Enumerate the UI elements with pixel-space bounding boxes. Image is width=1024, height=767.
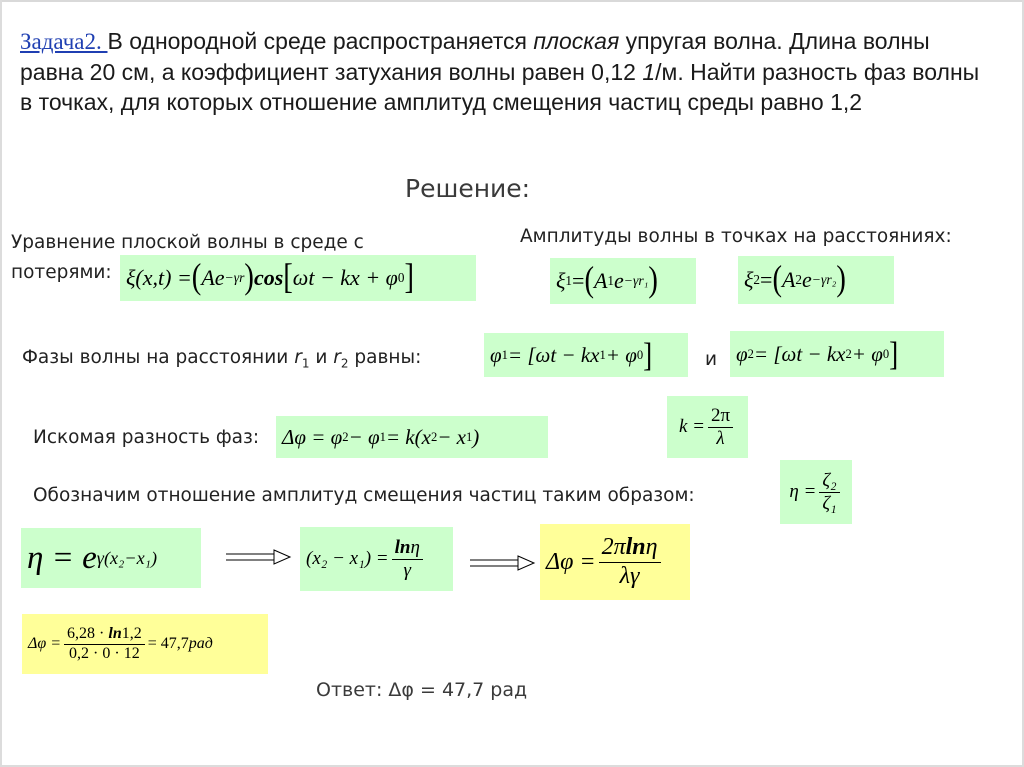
dphi-formula-lhs: Δφ =	[546, 548, 596, 575]
arrow-right-icon	[226, 549, 292, 565]
xi1-e: e	[614, 268, 624, 293]
r2-sub: 2	[340, 356, 349, 371]
xi1-eq: =	[572, 268, 585, 293]
phi1-tail-sub: 0	[636, 347, 644, 362]
phi2-sym: φ	[736, 341, 748, 366]
r1: r	[294, 347, 302, 368]
dphi-mid: − φ	[348, 424, 380, 449]
x-difference-equation	[300, 527, 453, 591]
phi2-rhs: = [ωt − kx	[753, 341, 846, 366]
xi2-exp: −γr₂	[811, 272, 837, 287]
xi2-A: A	[781, 267, 796, 292]
phi2-sub: 2	[747, 346, 754, 361]
k-lhs: k =	[678, 416, 705, 437]
xi2-eq: =	[760, 267, 773, 292]
numeric-calculation	[22, 614, 268, 674]
wave-cos: cos	[253, 265, 284, 290]
phi1-sym: φ	[490, 342, 502, 367]
xi2-A-sub: 2	[795, 272, 803, 287]
arrow-right-icon	[470, 555, 536, 571]
xi2-sym: ξ	[744, 267, 754, 292]
dphi-formula-num: 2π	[601, 533, 626, 560]
phases-label-prefix: Фазы волны на расстоянии	[22, 347, 295, 368]
problem-text-1: В однородной среде распространяется	[107, 28, 534, 54]
xi2-sub: 2	[753, 272, 761, 287]
problem-statement	[20, 26, 980, 117]
wave-lhs: ξ(x,t) =	[126, 265, 192, 290]
dphi-end: )	[472, 424, 480, 449]
eta-exponential-equation	[21, 528, 201, 588]
numeric-unit: рад	[188, 635, 213, 652]
xi1-A: A	[593, 268, 608, 293]
eta-exp-lhs: η = e	[27, 539, 97, 576]
xi1-sub: 1	[565, 273, 573, 288]
numeric-result: = 47,7	[147, 635, 189, 652]
eta-def-lhs: η =	[789, 481, 817, 502]
phi1-sub: 1	[501, 347, 508, 362]
slide-border-left	[0, 0, 2, 767]
problem-text-2: упругая волна. Длина волны равна 20 см, а коэффициент затухания волны равен 0,12	[20, 28, 930, 85]
phase-phi2-equation: φ 2 = [ωt − kx 2 + φ 0 ]	[730, 331, 944, 377]
phi2-tail: + φ	[851, 341, 883, 366]
wavenumber-k-equation	[667, 396, 748, 458]
problem-text-3: /м. Найти разность фаз волны в точках, для которых отношение амплитуд смещения частиц среды равно 1,2	[20, 59, 980, 115]
phase-difference-equation	[276, 416, 548, 458]
numeric-num: 6,28 ·	[67, 625, 109, 643]
dphi-s3: 2	[430, 429, 438, 444]
and-word: и	[309, 347, 334, 368]
phi1-rhs: = [ωt − kx	[507, 342, 600, 367]
eta-definition-equation	[780, 460, 852, 524]
phi2-x-sub: 2	[845, 346, 852, 361]
phase-difference-label: Искомая разность фаз:	[33, 427, 260, 448]
dphi-formula-ln: ln	[625, 533, 646, 560]
x-diff-lhs: (x₂ − x₁) =	[306, 548, 389, 569]
task-label-link[interactable]: Задача2.	[20, 29, 108, 54]
problem-text-italic-1: плоская	[533, 28, 620, 54]
numeric-den: 0,2 · 0 · 12	[69, 644, 140, 662]
x-diff-num: η	[410, 536, 420, 558]
solution-heading: Решение:	[405, 174, 531, 203]
dphi-text: Δφ = φ	[282, 424, 343, 449]
eta-def-num: ζ₂	[819, 470, 839, 493]
dphi-s2: 1	[379, 429, 386, 444]
problem-text-italic-2: 1	[642, 59, 656, 85]
x-diff-den: γ	[403, 559, 412, 581]
xi1-exp: −γr₁	[623, 273, 649, 288]
wave-amp: Ae	[201, 265, 225, 290]
slide-border-top	[0, 0, 1024, 2]
dphi-mid2: = k(x	[385, 424, 431, 449]
phases-label	[22, 343, 421, 379]
amplitude-xi2-equation: ξ 2 = ( A 2 e −γr₂ )	[738, 256, 894, 304]
ratio-label: Обозначим отношение амплитуд смещения частиц таким образом:	[33, 485, 695, 506]
numeric-num2: 1,2	[121, 625, 142, 643]
phi2-tail-sub: 0	[882, 346, 890, 361]
xi1-sym: ξ	[556, 268, 566, 293]
dphi-s1: 2	[342, 429, 349, 444]
answer-text: Ответ: Δφ = 47,7 рад	[316, 679, 528, 701]
xi1-A-sub: 1	[607, 273, 615, 288]
wave-equation-label: Уравнение плоской волны в среде с потерями:	[11, 232, 364, 283]
amplitudes-label: Амплитуды волны в точках на расстояниях:	[520, 226, 952, 247]
dphi-formula-num2: η	[645, 533, 658, 560]
r1-sub: 1	[301, 356, 310, 371]
amplitude-xi1-equation: ξ 1 = ( A 1 e −γr₁ )	[550, 258, 696, 304]
phi1-x-sub: 1	[599, 347, 606, 362]
wave-arg: ωt − kx + φ	[292, 265, 398, 290]
numeric-lhs: Δφ =	[28, 635, 62, 652]
k-num: 2π	[708, 405, 733, 428]
wave-equation: ξ(x,t) = ( Ae −γr ) cos [ ωt − kx + φ 0 ]	[120, 255, 476, 301]
phi1-tail: + φ	[605, 342, 637, 367]
wave-arg-sub: 0	[397, 270, 405, 285]
xi2-e: e	[802, 267, 812, 292]
phase-difference-formula	[540, 524, 690, 600]
phases-label-suffix: равны:	[348, 347, 422, 368]
r2: r	[333, 347, 341, 368]
wave-exp: −γr	[224, 270, 245, 285]
dphi-formula-den: λγ	[619, 562, 640, 589]
x-diff-num-ln: ln	[394, 536, 411, 558]
dphi-mid3: − x	[437, 424, 466, 449]
k-den: λ	[716, 427, 725, 449]
eta-def-den: ζ₁	[822, 492, 837, 514]
phase-phi1-equation: φ 1 = [ωt − kx 1 + φ 0 ]	[484, 333, 688, 377]
eta-exp-exp: γ(x₂−x₁)	[96, 547, 157, 568]
numeric-ln: ln	[108, 625, 122, 643]
dphi-s4: 1	[465, 429, 473, 444]
and-between: и	[705, 349, 718, 370]
